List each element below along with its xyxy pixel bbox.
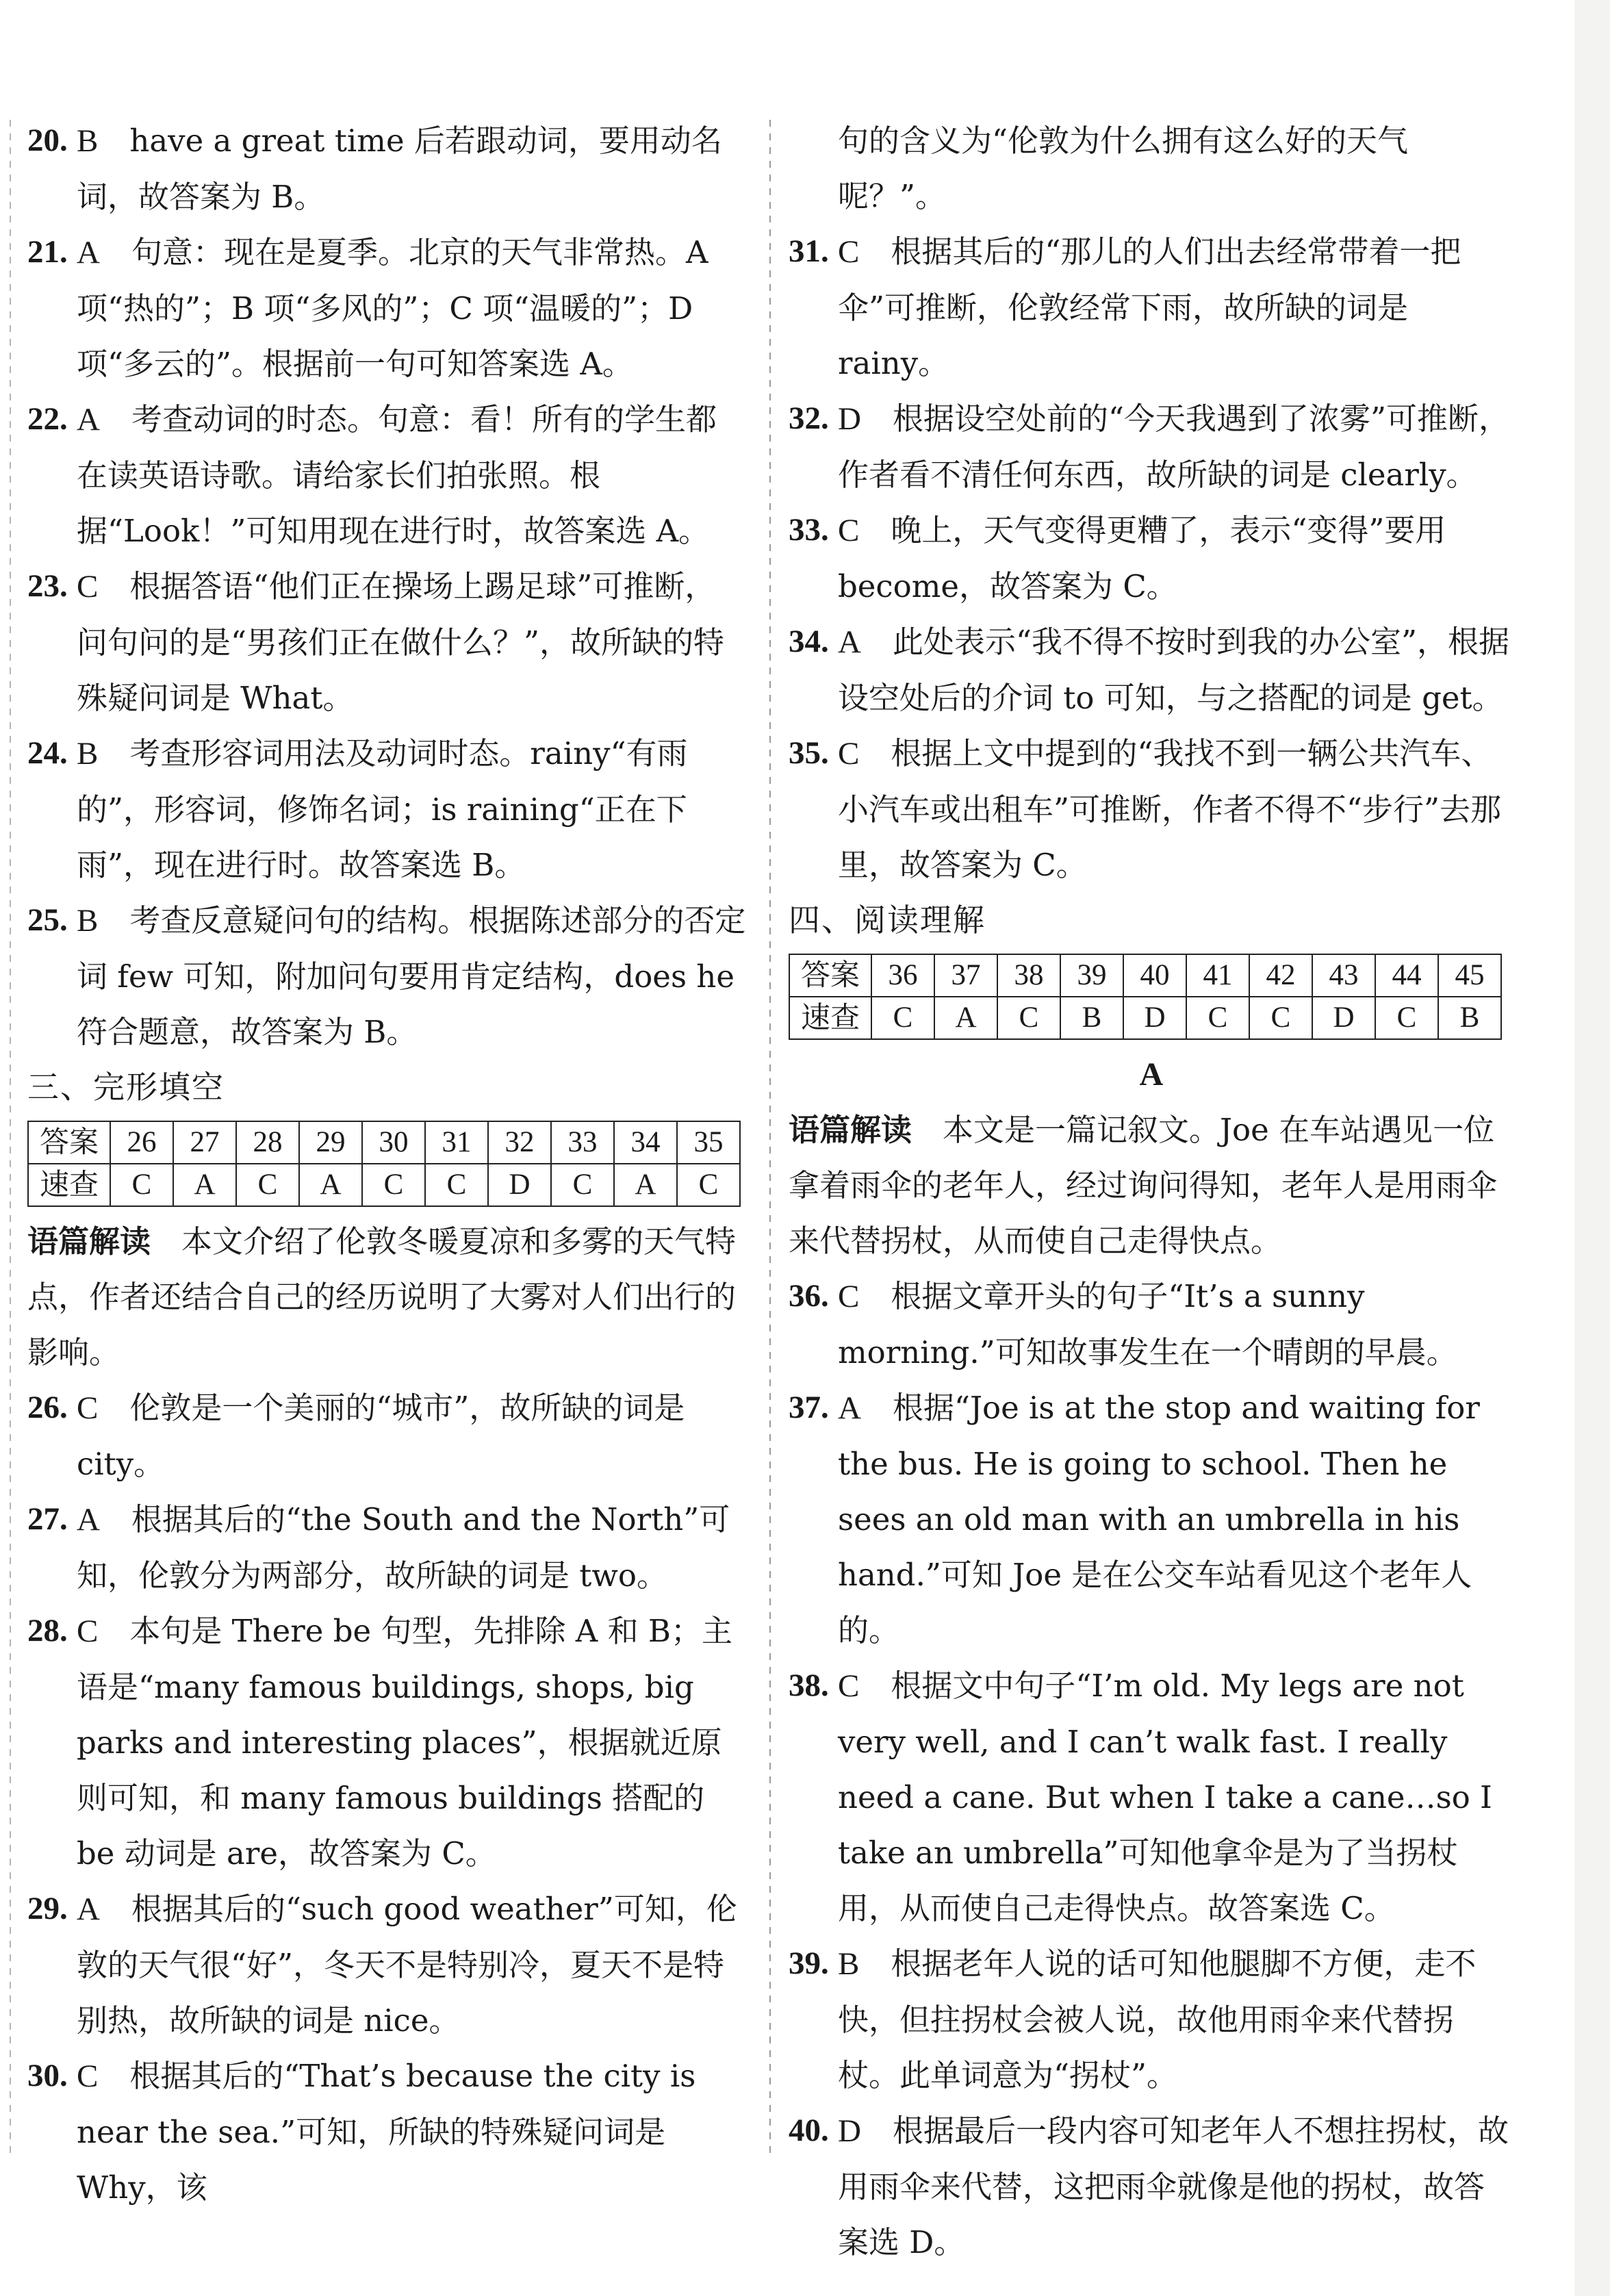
table-cell-answer: A	[299, 1164, 362, 1206]
item-number: 29.	[27, 1891, 68, 1926]
item-number: 32.	[789, 400, 829, 436]
table-cell-answer: B	[1060, 997, 1123, 1039]
right-column	[789, 113, 1514, 2270]
table-cell-number: 28	[236, 1121, 299, 1164]
answer-item-25	[27, 893, 746, 1060]
item-answer: C	[838, 513, 860, 548]
table-cell-number: 26	[110, 1121, 173, 1164]
item-explanation: have a great time 后若跟动词，要用动名词，故答案为 B。	[77, 123, 722, 215]
table-cell-answer: C	[871, 997, 934, 1039]
item-number: 28.	[27, 1613, 68, 1648]
answer-item-27	[27, 1492, 746, 1603]
table-cell-number: 33	[551, 1121, 614, 1164]
passage-label: A	[1139, 1056, 1164, 1093]
reading-answer-table	[789, 954, 1502, 1040]
table-cell-answer: D	[1123, 997, 1186, 1039]
passage-heading: 语篇解读	[789, 1112, 912, 1148]
answer-item-23	[27, 559, 746, 726]
item-answer: C	[77, 2058, 99, 2094]
table-cell-number: 41	[1186, 954, 1249, 997]
item-answer: B	[77, 903, 99, 939]
item-number: 31.	[789, 233, 829, 269]
item-answer: A	[838, 624, 861, 660]
item-explanation: 伦敦是一个美丽的“城市”，故所缺的词是 city。	[77, 1390, 685, 1482]
passage-heading: 语篇解读	[27, 1223, 151, 1260]
table-cell-number: 40	[1123, 954, 1186, 997]
table-cell-number: 43	[1312, 954, 1375, 997]
item-explanation: 考查反意疑问句的结构。根据陈述部分的否定词 few 可知，附加问句要用肯定结构，does he 符合题意，故答案为 B。	[77, 902, 746, 1050]
answer-item-40	[789, 2103, 1514, 2270]
table-cell-number: 36	[871, 954, 934, 997]
table-cell-answer: C	[425, 1164, 488, 1206]
item-number: 27.	[27, 1501, 68, 1537]
item-explanation: 考查形容词用法及动词时态。rainy“有雨的”，形容词，修饰名词；is raining“正在下雨”，现在进行时。故答案选 B。	[77, 735, 688, 883]
table-cell-number: 34	[614, 1121, 677, 1164]
table-cell-number: 42	[1249, 954, 1312, 997]
table-cell-answer: C	[110, 1164, 173, 1206]
item-number: 20.	[27, 123, 68, 158]
table-cell-answer: A	[173, 1164, 236, 1206]
passage-text: 本文介绍了伦敦冬暖夏凉和多雾的天气特点，作者还结合自己的经历说明了大雾对人们出行的影响。	[27, 1223, 737, 1370]
answer-item-29	[27, 1881, 746, 2048]
item-number: 40.	[789, 2113, 829, 2148]
item-answer: C	[838, 1279, 860, 1314]
table-cell-answer: C	[997, 997, 1060, 1039]
table-cell-answer: C	[362, 1164, 425, 1206]
table-cell-number: 29	[299, 1121, 362, 1164]
table-cell-number: 30	[362, 1121, 425, 1164]
table-cell-answer: C	[236, 1164, 299, 1206]
item-number: 34.	[789, 624, 829, 659]
answer-item-33	[789, 502, 1514, 614]
item-explanation: 本句是 There be 句型，先排除 A 和 B；主语是“many famous buildings, shops, big parks and interesting places”，根据就近原则可知，和 many famous buildings 搭配的 be 动词是 are，故答案为 C。	[77, 1613, 732, 1872]
table-cell-answer: C	[551, 1164, 614, 1206]
item-explanation: 根据最后一段内容可知老年人不想拄拐杖，故用雨伞来代替，这把雨伞就像是他的拐杖，故答案选 D。	[838, 2113, 1509, 2260]
item-explanation: 根据其后的“That’s because the city is near the sea.”可知，所缺的特殊疑问词是 Why，该	[77, 2058, 696, 2206]
item-explanation: 根据“Joe is at the stop and waiting for the bus. He is going to school. Then he sees an old man with an umbrella in his hand.”可知 Joe 是在公交车站看见这个老年人的。	[838, 1390, 1480, 1648]
item-number: 24.	[27, 735, 68, 771]
table-cell-answer: D	[488, 1164, 551, 1206]
table-cell-answer: C	[677, 1164, 740, 1206]
item-explanation: 句意：现在是夏季。北京的天气非常热。A 项“热的”；B 项“多风的”；C 项“温暖的”；D 项“多云的”。根据前一句可知答案选 A。	[77, 234, 708, 382]
item-answer: D	[838, 401, 861, 437]
left-margin-rule	[10, 120, 11, 2160]
table-header-answer: 答案	[28, 1121, 110, 1164]
answer-item-35	[789, 726, 1514, 893]
item-answer: A	[77, 402, 100, 437]
table-cell-number: 38	[997, 954, 1060, 997]
section-title-cloze: 三、完形填空	[27, 1069, 225, 1106]
answer-item-36	[789, 1268, 1514, 1380]
table-cell-number: 37	[934, 954, 997, 997]
table-row	[28, 1121, 740, 1164]
table-cell-number: 39	[1060, 954, 1123, 997]
answer-item-34	[789, 614, 1514, 726]
item-explanation: 根据老年人说的话可知他腿脚不方便，走不快，但拄拐杖会被人说，故他用雨伞来代替拐杖。此单词意为“拐杖”。	[838, 1946, 1477, 2093]
table-row	[789, 997, 1501, 1039]
item-explanation: 考查动词的时态。句意：看！所有的学生都在读英语诗歌。请给家长们拍张照。根据“Look！”可知用现在进行时，故答案选 A。	[77, 401, 717, 549]
item-answer: B	[77, 123, 99, 159]
item-30-continuation: 句的含义为“伦敦为什么拥有这么好的天气呢？”。	[838, 123, 1409, 214]
left-column	[27, 113, 746, 2215]
item-explanation: 此处表示“我不得不按时到我的办公室”，根据设空处后的介词 to 可知，与之搭配的词是 get。	[838, 624, 1509, 716]
answer-item-31	[789, 224, 1514, 391]
answer-item-38	[789, 1658, 1514, 1936]
answer-item-30	[27, 2048, 746, 2215]
table-cell-number: 44	[1375, 954, 1438, 997]
table-row	[28, 1164, 740, 1206]
answer-item-20	[27, 113, 746, 225]
item-explanation: 晚上，天气变得更糟了，表示“变得”要用 become，故答案为 C。	[838, 512, 1446, 604]
column-divider	[769, 120, 771, 2160]
table-cell-answer: D	[1312, 997, 1375, 1039]
item-number: 37.	[789, 1390, 829, 1425]
item-number: 26.	[27, 1390, 68, 1425]
answer-item-39	[789, 1936, 1514, 2103]
section-title-reading: 四、阅读理解	[789, 902, 986, 939]
item-answer: A	[77, 1891, 100, 1927]
passage-summary	[27, 1214, 746, 1380]
item-answer: A	[838, 1390, 861, 1426]
item-answer: B	[77, 736, 99, 771]
item-number: 23.	[27, 568, 68, 604]
table-row	[789, 954, 1501, 997]
item-explanation: 根据其后的“such good weather”可知，伦敦的天气很“好”，冬天不是特别冷，夏天不是特别热，故所缺的词是 nice。	[77, 1891, 737, 2039]
item-number: 30.	[27, 2058, 68, 2093]
table-cell-number: 45	[1438, 954, 1501, 997]
item-number: 25.	[27, 902, 68, 938]
item-answer: C	[77, 569, 99, 604]
answer-item-22	[27, 392, 746, 559]
item-explanation: 根据其后的“那儿的人们出去经常带着一把伞”可推断，伦敦经常下雨，故所缺的词是 rainy。	[838, 233, 1461, 381]
table-cell-answer: A	[934, 997, 997, 1039]
answer-item-26	[27, 1380, 746, 1492]
item-number: 39.	[789, 1946, 829, 1981]
answer-item-21	[27, 225, 746, 392]
table-cell-number: 32	[488, 1121, 551, 1164]
item-number: 38.	[789, 1668, 829, 1703]
table-cell-answer: B	[1438, 997, 1501, 1039]
item-answer: C	[838, 736, 860, 771]
answer-item-32	[789, 391, 1514, 502]
table-cell-number: 35	[677, 1121, 740, 1164]
table-cell-answer: C	[1186, 997, 1249, 1039]
item-number: 33.	[789, 512, 829, 548]
table-header-lookup: 速查	[28, 1164, 110, 1206]
table-cell-answer: A	[614, 1164, 677, 1206]
passage-summary	[789, 1102, 1514, 1268]
cloze-answer-table	[27, 1121, 741, 1207]
answer-item-24	[27, 726, 746, 893]
item-number: 21.	[27, 234, 68, 270]
item-answer: A	[77, 1502, 100, 1538]
answer-item-28	[27, 1603, 746, 1881]
item-answer: D	[838, 2113, 861, 2149]
item-answer: A	[77, 235, 100, 270]
item-explanation: 根据其后的“the South and the North”可知，伦敦分为两部分，故所缺的词是 two。	[77, 1501, 730, 1594]
passage-text: 本文是一篇记叙文。Joe 在车站遇见一位拿着雨伞的老年人，经过询问得知，老年人是用雨伞来代替拐杖，从而使自己走得快点。	[789, 1112, 1498, 1259]
item-explanation: 根据文章开头的句子“It’s a sunny morning.”可知故事发生在一个晴朗的早晨。	[838, 1278, 1457, 1370]
item-answer: C	[77, 1390, 99, 1426]
table-cell-answer: C	[1249, 997, 1312, 1039]
table-cell-answer: C	[1375, 997, 1438, 1039]
table-cell-number: 31	[425, 1121, 488, 1164]
item-answer: C	[77, 1613, 99, 1649]
item-explanation: 根据设空处前的“今天我遇到了浓雾”可推断，作者看不清任何东西，故所缺的词是 clearly。	[838, 400, 1509, 493]
item-answer: C	[838, 234, 860, 270]
item-explanation: 根据上文中提到的“我找不到一辆公共汽车、小汽车或出租车”可推断，作者不得不“步行”去那里，故答案为 C。	[838, 735, 1502, 883]
item-number: 36.	[789, 1278, 829, 1314]
item-number: 22.	[27, 401, 68, 437]
item-answer: C	[838, 1668, 860, 1704]
item-explanation: 根据答语“他们正在操场上踢足球”可推断，问句问的是“男孩们正在做什么？”，故所缺的特殊疑问词是 What。	[77, 568, 725, 716]
item-number: 35.	[789, 735, 829, 771]
answer-item-37	[789, 1380, 1514, 1658]
item-answer: B	[838, 1946, 860, 1982]
table-header-lookup: 速查	[789, 997, 871, 1039]
table-header-answer: 答案	[789, 954, 871, 997]
item-explanation: 根据文中句子“I’m old. My legs are not very well, and I can’t walk fast. I really need a cane. But when I take a cane…so I take an umbrella”可知他拿伞是为了当拐杖用，从而使自己走得快点。故答案选 C。	[838, 1668, 1492, 1926]
table-cell-number: 27	[173, 1121, 236, 1164]
